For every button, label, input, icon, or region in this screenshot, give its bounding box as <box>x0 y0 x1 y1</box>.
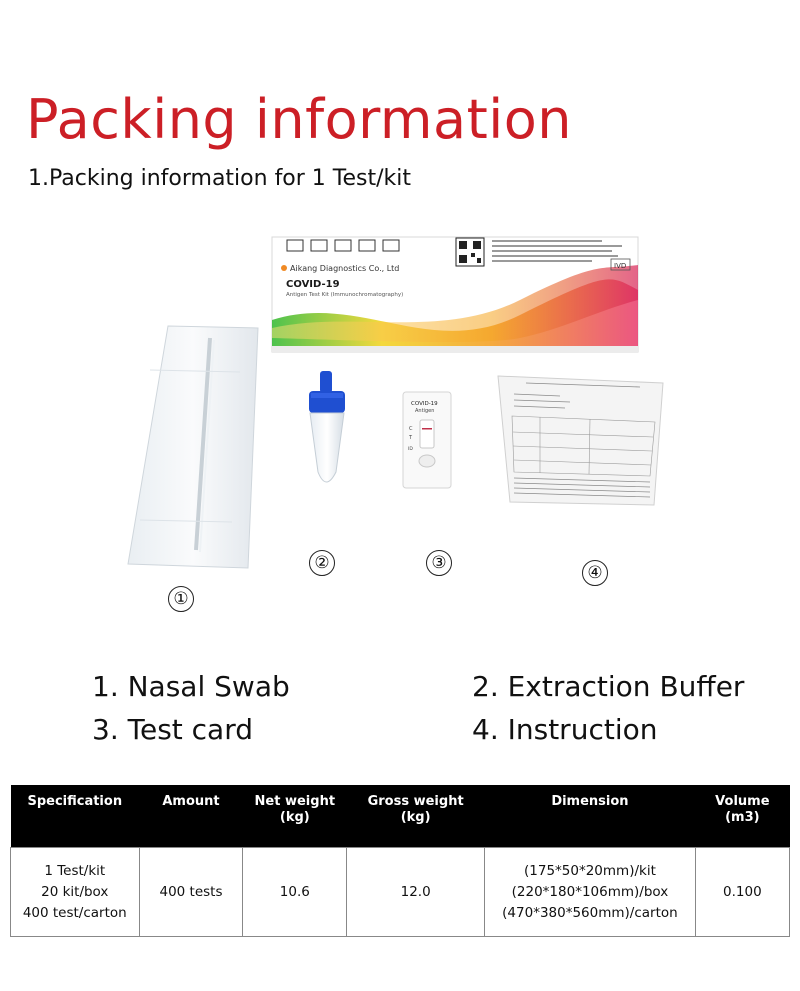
page-subtitle: 1.Packing information for 1 Test/kit <box>28 166 412 191</box>
col-header-line: Specification <box>27 794 123 809</box>
col-header-line: (m3) <box>725 810 760 825</box>
brand-logo-icon <box>281 265 287 271</box>
component-item: 4. Instruction <box>472 713 658 746</box>
marker-3: ③ <box>426 550 452 576</box>
card-mark-c: C <box>409 426 413 432</box>
cell-net-weight: 10.6 <box>243 848 347 937</box>
cell-line: (220*180*106mm)/box <box>511 883 669 900</box>
ivd-badge: IVD <box>614 262 627 270</box>
qr-code-icon <box>456 238 484 266</box>
product-photo <box>0 220 800 630</box>
component-item: 2. Extraction Buffer <box>472 670 745 703</box>
cell-line: (470*380*560mm)/carton <box>502 904 678 921</box>
swab-bag <box>128 326 258 568</box>
cell-volume: 0.100 <box>695 848 789 937</box>
page-title: Packing information <box>26 88 573 151</box>
cell-dimension <box>485 848 696 937</box>
marker-1: ① <box>168 586 194 612</box>
spec-table <box>10 785 790 937</box>
col-header-dimension <box>485 785 696 848</box>
col-header-gross-weight <box>347 785 485 848</box>
col-header-line: Amount <box>162 794 220 809</box>
col-header-line: Volume <box>715 794 770 809</box>
col-header-line: Dimension <box>551 794 629 809</box>
cell-line: 1 Test/kit <box>44 862 106 879</box>
cell-line: (175*50*20mm)/kit <box>524 862 656 879</box>
card-mark-t: T <box>409 435 413 441</box>
kit-box <box>272 237 638 352</box>
col-header-net-weight <box>243 785 347 848</box>
col-header-line: (kg) <box>400 810 431 825</box>
box-product: COVID-19 <box>286 279 340 290</box>
col-header-volume <box>695 785 789 848</box>
buffer-tube <box>309 371 345 482</box>
cell-specification <box>11 848 140 937</box>
component-item: 3. Test card <box>92 713 253 746</box>
cell-line: 400 test/carton <box>22 904 127 921</box>
cell-amount: 400 tests <box>139 848 243 937</box>
col-header-amount <box>139 785 243 848</box>
test-card <box>403 392 451 488</box>
card-label-2: Antigen <box>415 408 435 414</box>
col-header-specification <box>11 785 140 848</box>
box-product-sub: Antigen Test Kit (Immunochromatography) <box>286 292 404 298</box>
box-brand: Aikang Diagnostics Co., Ltd <box>290 264 400 273</box>
instruction-sheet <box>498 376 663 505</box>
table-row <box>11 848 790 937</box>
col-header-line: Gross weight <box>367 794 464 809</box>
marker-4: ④ <box>582 560 608 586</box>
component-item: 1. Nasal Swab <box>92 670 290 703</box>
col-header-line: (kg) <box>279 810 310 825</box>
marker-2: ② <box>309 550 335 576</box>
card-mark-id: ID <box>408 447 413 452</box>
spec-table-header-row <box>11 785 790 848</box>
card-label-1: COVID-19 <box>411 401 438 407</box>
cell-gross-weight: 12.0 <box>347 848 485 937</box>
cell-line: 20 kit/box <box>41 883 109 900</box>
col-header-line: Net weight <box>254 794 336 809</box>
